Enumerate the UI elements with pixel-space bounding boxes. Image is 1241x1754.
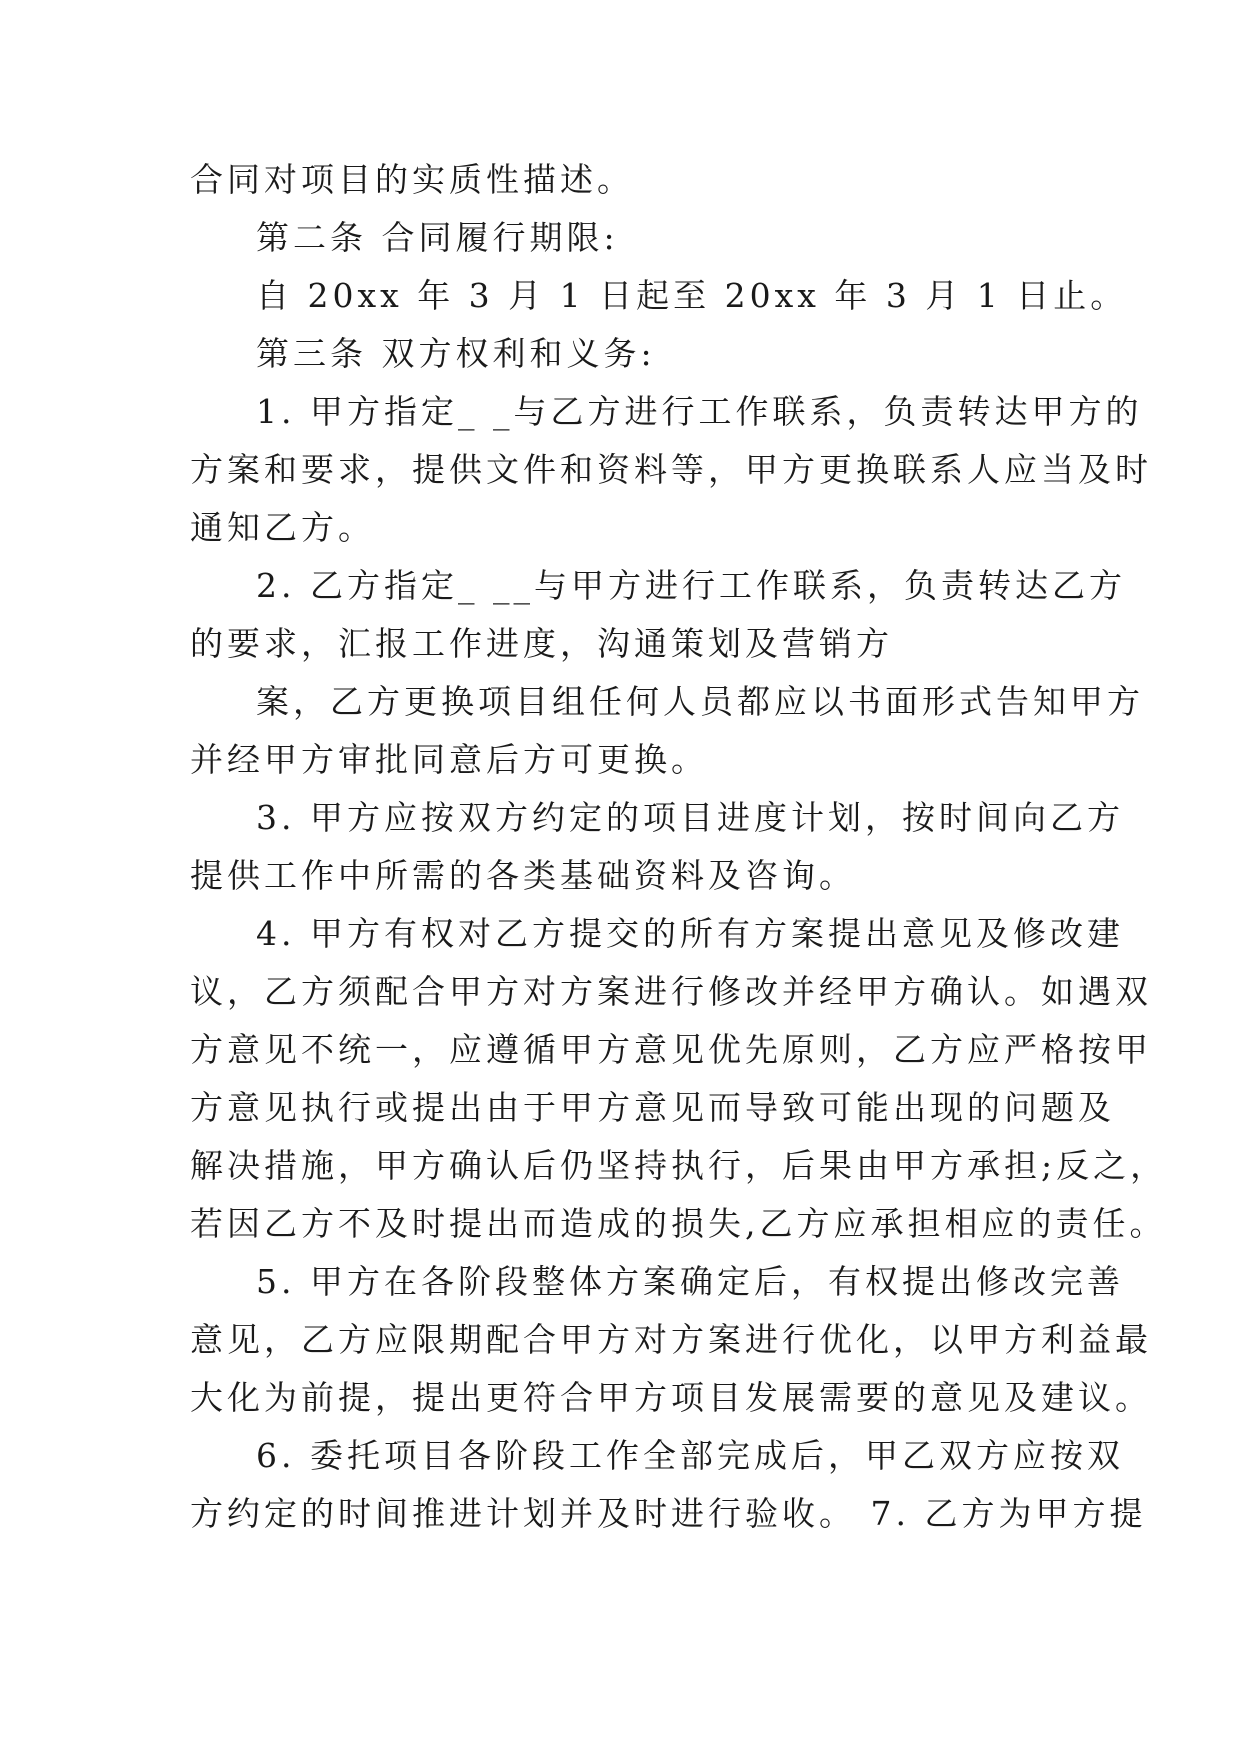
clause-6-line: 6. 委托项目各阶段工作全部完成后，甲乙双方应按双 xyxy=(256,1436,1124,1475)
text-line: 合同对项目的实质性描述。 xyxy=(190,160,634,199)
text-line: 通知乙方。 xyxy=(190,508,375,547)
text-line: 方约定的时间推进计划并及时进行验收。 7. 乙方为甲方提 xyxy=(190,1494,1147,1533)
text-line: 案，乙方更换项目组任何人员都应以书面形式告知甲方 xyxy=(256,682,1144,721)
text-line: 意见，乙方应限期配合甲方对方案进行优化，以甲方利益最 xyxy=(190,1320,1152,1359)
article-2-heading: 第二条 合同履行期限: xyxy=(256,218,619,257)
text-line: 的要求，汇报工作进度，沟通策划及营销方 xyxy=(190,624,893,663)
article-3-heading: 第三条 双方权利和义务: xyxy=(256,334,656,373)
text-line: 大化为前提，提出更符合甲方项目发展需要的意见及建议。 xyxy=(190,1378,1152,1417)
text-line: 方案和要求，提供文件和资料等，甲方更换联系人应当及时 xyxy=(190,450,1152,489)
text-line: 议，乙方须配合甲方对方案进行修改并经甲方确认。如遇双 xyxy=(190,972,1152,1011)
text-line: 解决措施，甲方确认后仍坚持执行，后果由甲方承担;反之， xyxy=(190,1146,1168,1185)
clause-5-line: 5. 甲方在各阶段整体方案确定后，有权提出修改完善 xyxy=(256,1262,1124,1301)
text-line: 并经甲方审批同意后方可更换。 xyxy=(190,740,708,779)
clause-2-line: 2. 乙方指定_ __与甲方进行工作联系，负责转达乙方 xyxy=(256,566,1126,605)
clause-4-line: 4. 甲方有权对乙方提交的所有方案提出意见及修改建 xyxy=(256,914,1124,953)
text-line: 方意见不统一，应遵循甲方意见优先原则，乙方应严格按甲 xyxy=(190,1030,1152,1069)
text-line: 若因乙方不及时提出而造成的损失,乙方应承担相应的责任。 xyxy=(190,1204,1167,1243)
contract-period-line: 自 20xx 年 3 月 1 日起至 20xx 年 3 月 1 日止。 xyxy=(256,276,1128,315)
clause-3-line: 3. 甲方应按双方约定的项目进度计划，按时间向乙方 xyxy=(256,798,1124,837)
clause-1-line: 1. 甲方指定_ _与乙方进行工作联系，负责转达甲方的 xyxy=(256,392,1143,431)
text-line: 方意见执行或提出由于甲方意见而导致可能出现的问题及 xyxy=(190,1088,1115,1127)
text-line: 提供工作中所需的各类基础资料及咨询。 xyxy=(190,856,856,895)
